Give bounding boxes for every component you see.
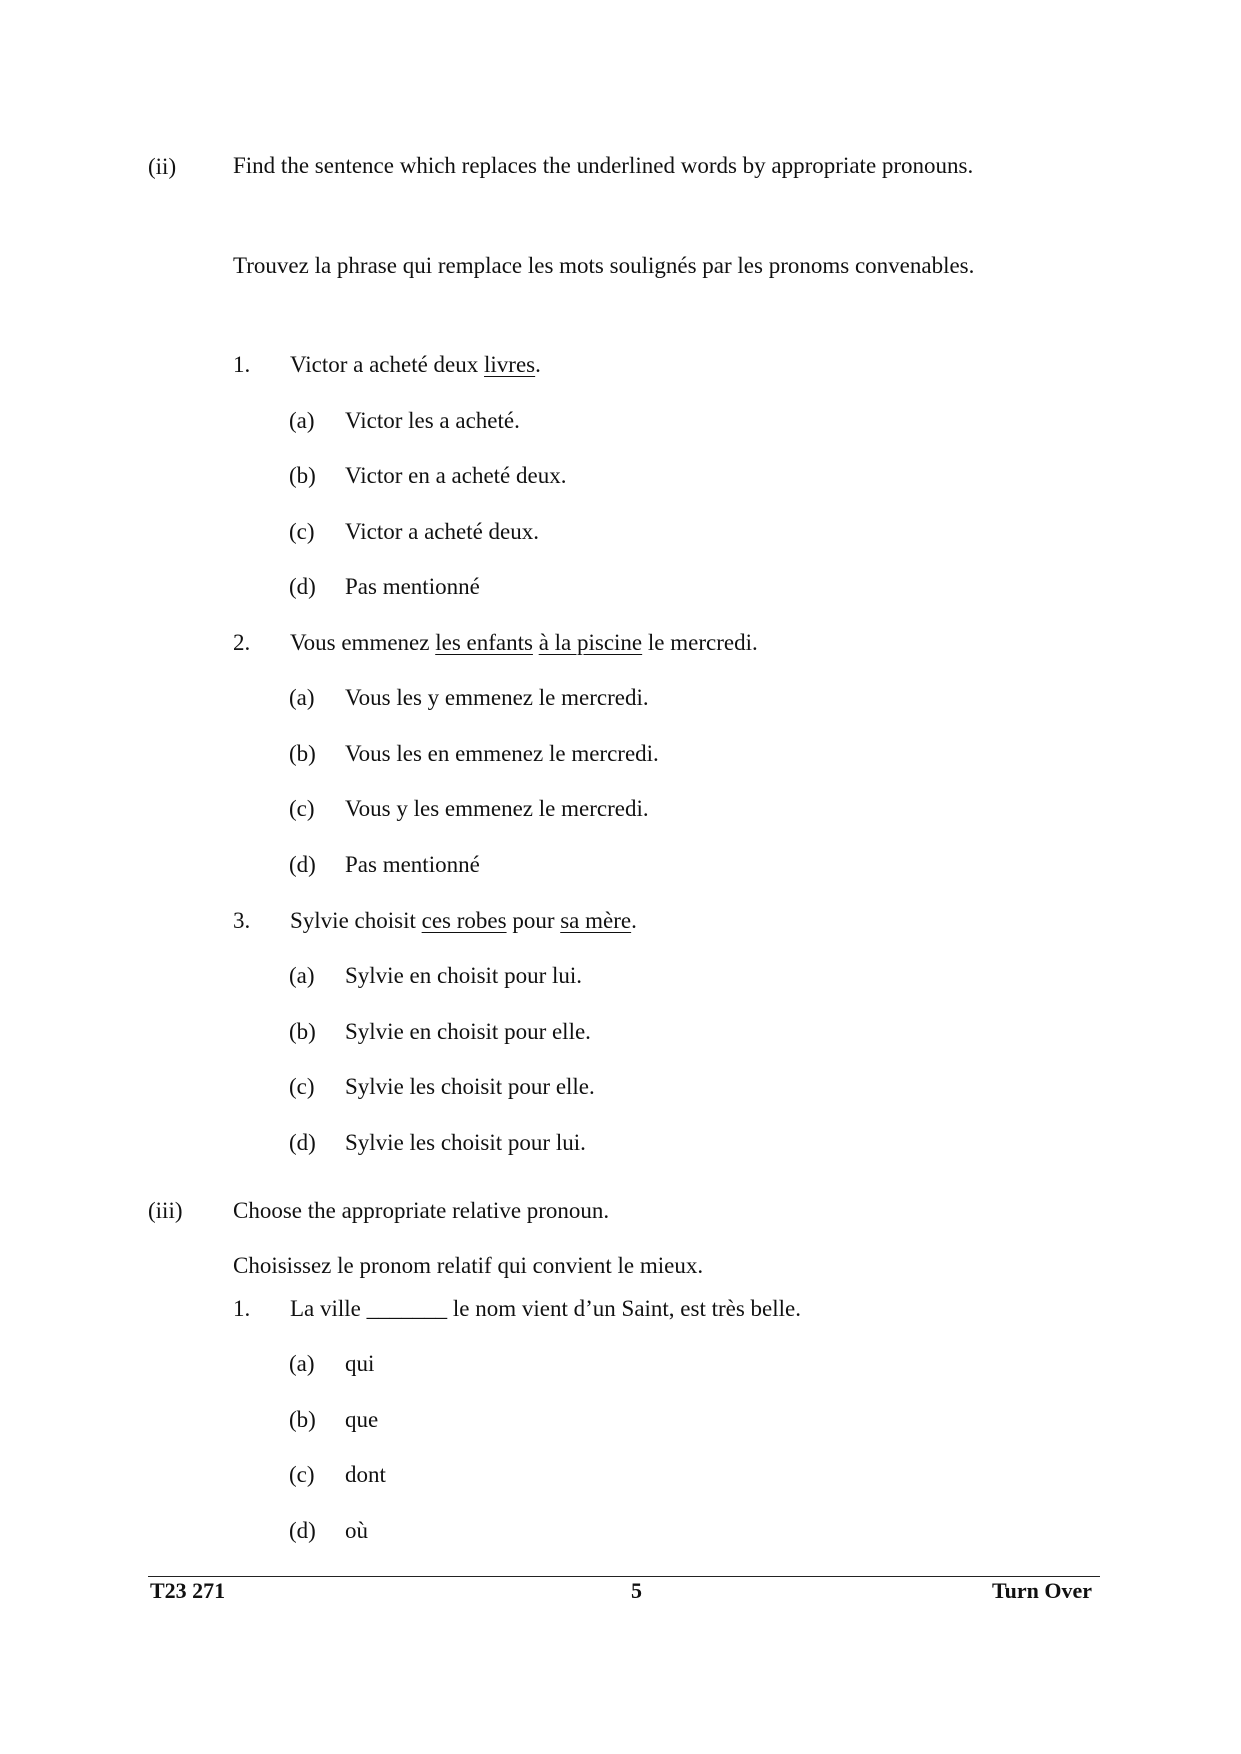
option-text: Victor en a acheté deux. <box>345 463 567 488</box>
underlined-words: sa mère <box>560 908 632 933</box>
option-text: Sylvie en choisit pour elle. <box>345 1019 591 1044</box>
option-text: Victor a acheté deux. <box>345 519 540 544</box>
section-number: (iii) <box>148 1198 183 1223</box>
option-text: qui <box>345 1351 375 1376</box>
question-text-part: . <box>535 352 541 377</box>
option-label: (d) <box>289 852 316 877</box>
instruction-english: Choose the appropriate relative pronoun. <box>233 1198 610 1223</box>
question-text-part: Victor a acheté deux <box>290 352 485 377</box>
question-text <box>290 631 758 654</box>
option-label: (b) <box>289 741 316 766</box>
question-text: La ville _______ le nom vient d’un Saint, est très belle. <box>290 1296 802 1321</box>
question-text-part: Sylvie choisit <box>290 908 422 933</box>
option-label: (d) <box>289 1518 316 1543</box>
underlined-words: ces robes <box>421 908 507 933</box>
instruction-french: Choisissez le pronom relatif qui convient le mieux. <box>233 1253 704 1278</box>
option-label: (c) <box>289 1074 315 1099</box>
option-text: Sylvie en choisit pour lui. <box>345 963 583 988</box>
footer-divider <box>148 1576 1100 1577</box>
instruction-french: Trouvez la phrase qui remplace les mots soulignés par les pronoms convenables. <box>233 253 975 278</box>
question-number: 1. <box>233 1296 251 1321</box>
question-text-part: . <box>631 908 637 933</box>
option-text: Sylvie les choisit pour elle. <box>345 1074 595 1099</box>
underlined-words: les enfants <box>435 630 533 655</box>
option-text: Sylvie les choisit pour lui. <box>345 1130 586 1155</box>
option-label: (a) <box>289 1351 315 1376</box>
option-label: (c) <box>289 1462 315 1487</box>
section-number: (ii) <box>148 154 177 179</box>
question-text <box>290 909 637 932</box>
paper-code: T23 271 <box>150 1578 226 1603</box>
option-label: (d) <box>289 1130 316 1155</box>
option-label: (a) <box>289 408 315 433</box>
question-text-part: pour <box>506 908 561 933</box>
page-number: 5 <box>631 1578 642 1603</box>
option-label: (d) <box>289 574 316 599</box>
option-label: (b) <box>289 1019 316 1044</box>
option-text: Vous les y emmenez le mercredi. <box>345 685 649 710</box>
option-label: (c) <box>289 796 315 821</box>
underlined-words: livres <box>484 352 536 377</box>
option-text: Victor les a acheté. <box>345 408 520 433</box>
question-number: 1. <box>233 352 251 377</box>
option-label: (c) <box>289 519 315 544</box>
instruction-english: Find the sentence which replaces the underlined words by appropriate pronouns. <box>233 153 974 178</box>
option-text: Pas mentionné <box>345 852 480 877</box>
option-text: où <box>345 1518 368 1543</box>
question-text-part: le mercredi. <box>642 630 758 655</box>
option-label: (b) <box>289 463 316 488</box>
option-text: Vous y les emmenez le mercredi. <box>345 796 649 821</box>
option-text: dont <box>345 1462 386 1487</box>
underlined-words: à la piscine <box>538 630 643 655</box>
question-number: 2. <box>233 630 251 655</box>
turn-over-label: Turn Over <box>991 1578 1092 1603</box>
option-label: (a) <box>289 963 315 988</box>
option-label: (a) <box>289 685 315 710</box>
option-text: Vous les en emmenez le mercredi. <box>345 741 659 766</box>
option-label: (b) <box>289 1407 316 1432</box>
option-text: que <box>345 1407 379 1432</box>
option-text: Pas mentionné <box>345 574 480 599</box>
question-text-part: Vous emmenez <box>290 630 436 655</box>
question-text <box>290 353 541 376</box>
question-number: 3. <box>233 908 251 933</box>
